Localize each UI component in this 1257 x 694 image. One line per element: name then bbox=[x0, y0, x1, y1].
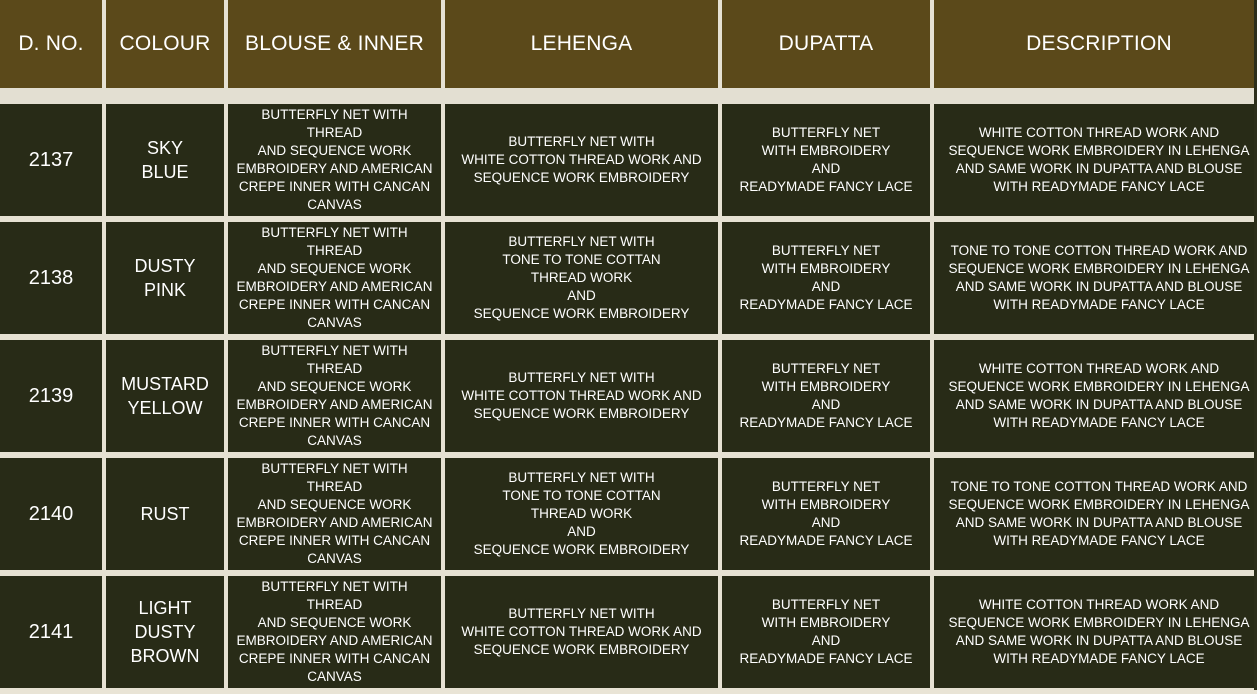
blouse-cell: BUTTERFLY NET WITH THREAD AND SEQUENCE WORK EMBROIDERY AND AMERICAN CREPE INNER WITH CANCAN CANVAS bbox=[228, 576, 441, 688]
lehenga-cell: BUTTERFLY NET WITH WHITE COTTON THREAD WORK AND SEQUENCE WORK EMBROIDERY bbox=[445, 104, 718, 216]
colour-cell: DUSTY PINK bbox=[106, 222, 224, 334]
design-number: 2139 bbox=[0, 340, 102, 452]
lehenga-cell: BUTTERFLY NET WITH TONE TO TONE COTTAN THREAD WORK AND SEQUENCE WORK EMBROIDERY bbox=[445, 222, 718, 334]
table-body bbox=[0, 104, 1257, 694]
header-lehenga: LEHENGA bbox=[445, 0, 718, 88]
blouse-cell: BUTTERFLY NET WITH THREAD AND SEQUENCE WORK EMBROIDERY AND AMERICAN CREPE INNER WITH CANCAN CANVAS bbox=[228, 104, 441, 216]
blouse-cell: BUTTERFLY NET WITH THREAD AND SEQUENCE WORK EMBROIDERY AND AMERICAN CREPE INNER WITH CANCAN CANVAS bbox=[228, 222, 441, 334]
design-number: 2138 bbox=[0, 222, 102, 334]
lehenga-cell: BUTTERFLY NET WITH TONE TO TONE COTTAN THREAD WORK AND SEQUENCE WORK EMBROIDERY bbox=[445, 458, 718, 570]
colour-cell: SKY BLUE bbox=[106, 104, 224, 216]
dupatta-cell: BUTTERFLY NET WITH EMBROIDERY AND READYMADE FANCY LACE bbox=[722, 458, 930, 570]
table-row bbox=[0, 458, 1257, 570]
header-description: DESCRIPTION bbox=[934, 0, 1257, 88]
design-number: 2141 bbox=[0, 576, 102, 688]
header-d-no: D. NO. bbox=[0, 0, 102, 88]
lehenga-cell: BUTTERFLY NET WITH WHITE COTTON THREAD WORK AND SEQUENCE WORK EMBROIDERY bbox=[445, 576, 718, 688]
table-row bbox=[0, 340, 1257, 452]
table-row bbox=[0, 104, 1257, 216]
description-cell: TONE TO TONE COTTON THREAD WORK AND SEQUENCE WORK EMBROIDERY IN LEHENGA AND SAME WORK IN DUPATTA AND BLOUSE WITH READYMADE FANCY LACE bbox=[934, 458, 1257, 570]
colour-cell: MUSTARD YELLOW bbox=[106, 340, 224, 452]
colour-cell: RUST bbox=[106, 458, 224, 570]
dupatta-cell: BUTTERFLY NET WITH EMBROIDERY AND READYMADE FANCY LACE bbox=[722, 222, 930, 334]
description-cell: WHITE COTTON THREAD WORK AND SEQUENCE WORK EMBROIDERY IN LEHENGA AND SAME WORK IN DUPATTA AND BLOUSE WITH READYMADE FANCY LACE bbox=[934, 104, 1257, 216]
header-separator bbox=[0, 88, 1257, 104]
header-colour: COLOUR bbox=[106, 0, 224, 88]
design-number: 2140 bbox=[0, 458, 102, 570]
design-number: 2137 bbox=[0, 104, 102, 216]
blouse-cell: BUTTERFLY NET WITH THREAD AND SEQUENCE WORK EMBROIDERY AND AMERICAN CREPE INNER WITH CANCAN CANVAS bbox=[228, 340, 441, 452]
table-row bbox=[0, 576, 1257, 688]
description-cell: TONE TO TONE COTTON THREAD WORK AND SEQUENCE WORK EMBROIDERY IN LEHENGA AND SAME WORK IN DUPATTA AND BLOUSE WITH READYMADE FANCY LACE bbox=[934, 222, 1257, 334]
dupatta-cell: BUTTERFLY NET WITH EMBROIDERY AND READYMADE FANCY LACE bbox=[722, 104, 930, 216]
description-cell: WHITE COTTON THREAD WORK AND SEQUENCE WORK EMBROIDERY IN LEHENGA AND SAME WORK IN DUPATTA AND BLOUSE WITH READYMADE FANCY LACE bbox=[934, 576, 1257, 688]
description-cell: WHITE COTTON THREAD WORK AND SEQUENCE WORK EMBROIDERY IN LEHENGA AND SAME WORK IN DUPATTA AND BLOUSE WITH READYMADE FANCY LACE bbox=[934, 340, 1257, 452]
header-blouse-inner: BLOUSE & INNER bbox=[228, 0, 441, 88]
blouse-cell: BUTTERFLY NET WITH THREAD AND SEQUENCE WORK EMBROIDERY AND AMERICAN CREPE INNER WITH CANCAN CANVAS bbox=[228, 458, 441, 570]
table-header bbox=[0, 0, 1257, 88]
dupatta-cell: BUTTERFLY NET WITH EMBROIDERY AND READYMADE FANCY LACE bbox=[722, 340, 930, 452]
table-row bbox=[0, 222, 1257, 334]
colour-cell: LIGHT DUSTY BROWN bbox=[106, 576, 224, 688]
lehenga-cell: BUTTERFLY NET WITH WHITE COTTON THREAD WORK AND SEQUENCE WORK EMBROIDERY bbox=[445, 340, 718, 452]
header-dupatta: DUPATTA bbox=[722, 0, 930, 88]
dupatta-cell: BUTTERFLY NET WITH EMBROIDERY AND READYMADE FANCY LACE bbox=[722, 576, 930, 688]
